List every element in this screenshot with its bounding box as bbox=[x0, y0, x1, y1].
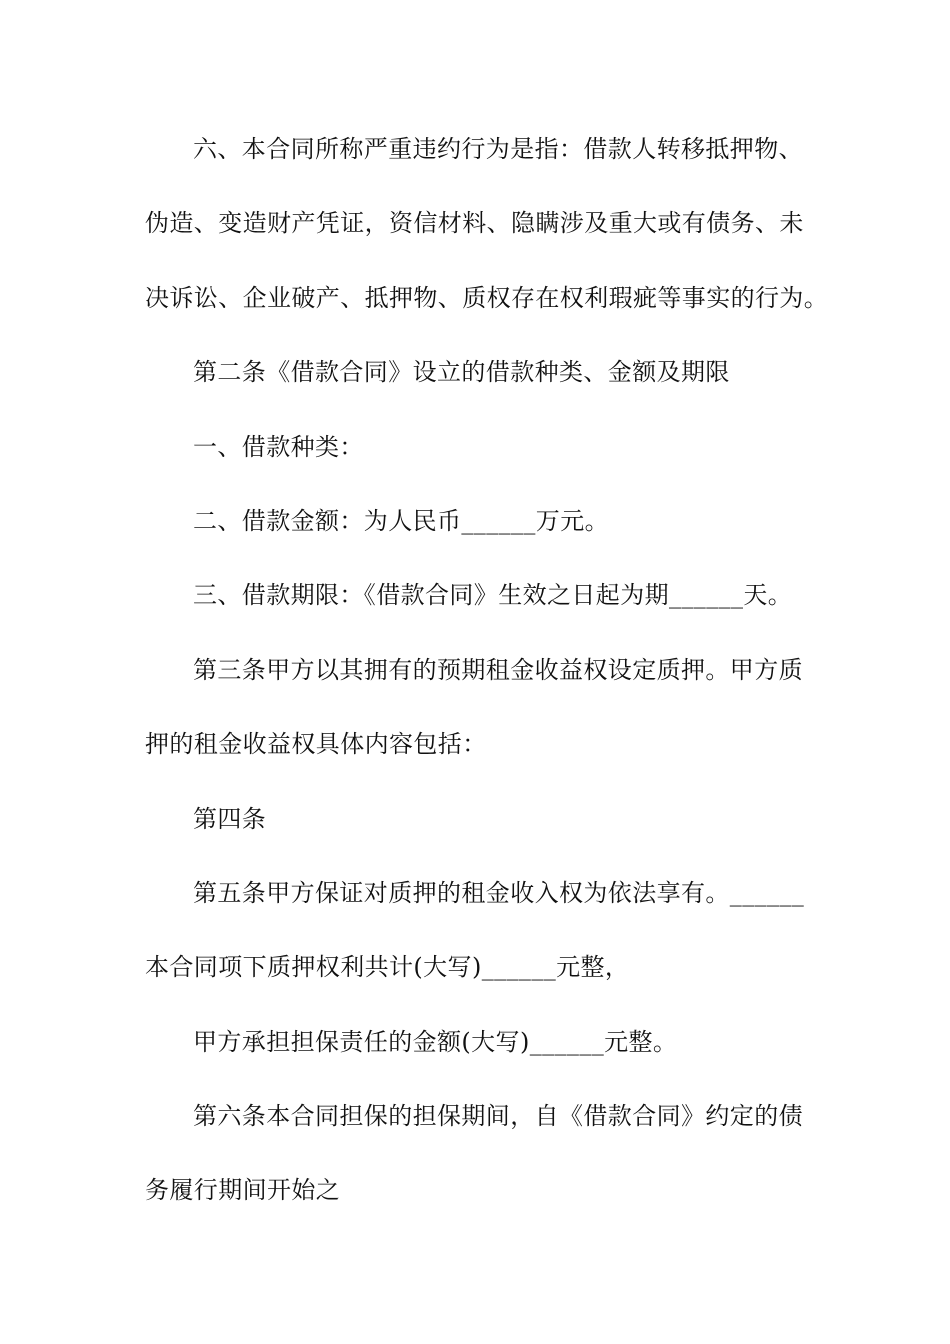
article-heading: 第二条《借款合同》设立的借款种类、金额及期限 bbox=[193, 358, 730, 387]
paragraph-line: 甲方承担担保责任的金额(大写)______元整。 bbox=[193, 1027, 678, 1056]
paragraph-line: 押的租金收益权具体内容包括： bbox=[145, 730, 487, 759]
paragraph-line: 本合同项下质押权利共计(大写)______元整， bbox=[145, 953, 630, 982]
paragraph-line: 二、借款金额：为人民币______万元。 bbox=[193, 506, 609, 535]
article-line: 第四条 bbox=[193, 804, 267, 833]
paragraph-line: 一、借款种类： bbox=[193, 432, 364, 461]
article-line: 第六条本合同担保的担保期间，自《借款合同》约定的债 bbox=[193, 1102, 803, 1131]
document-body bbox=[145, 124, 829, 1240]
paragraph-line: 六、本合同所称严重违约行为是指：借款人转移抵押物、 bbox=[193, 135, 803, 163]
paragraph-line: 决诉讼、企业破产、抵押物、质权存在权利瑕疵等事实的行为。 bbox=[145, 283, 829, 312]
paragraph-line: 务履行期间开始之 bbox=[145, 1176, 341, 1205]
paragraph-line: 三、借款期限：《借款合同》生效之日起为期______天。 bbox=[193, 581, 793, 610]
article-line: 第三条甲方以其拥有的预期租金收益权设定质押。甲方质 bbox=[193, 655, 803, 684]
paragraph-line: 伪造、变造财产凭证，资信材料、隐瞒涉及重大或有债务、未 bbox=[145, 209, 804, 238]
article-line: 第五条甲方保证对质押的租金收入权为依法享有。______ bbox=[193, 878, 805, 907]
